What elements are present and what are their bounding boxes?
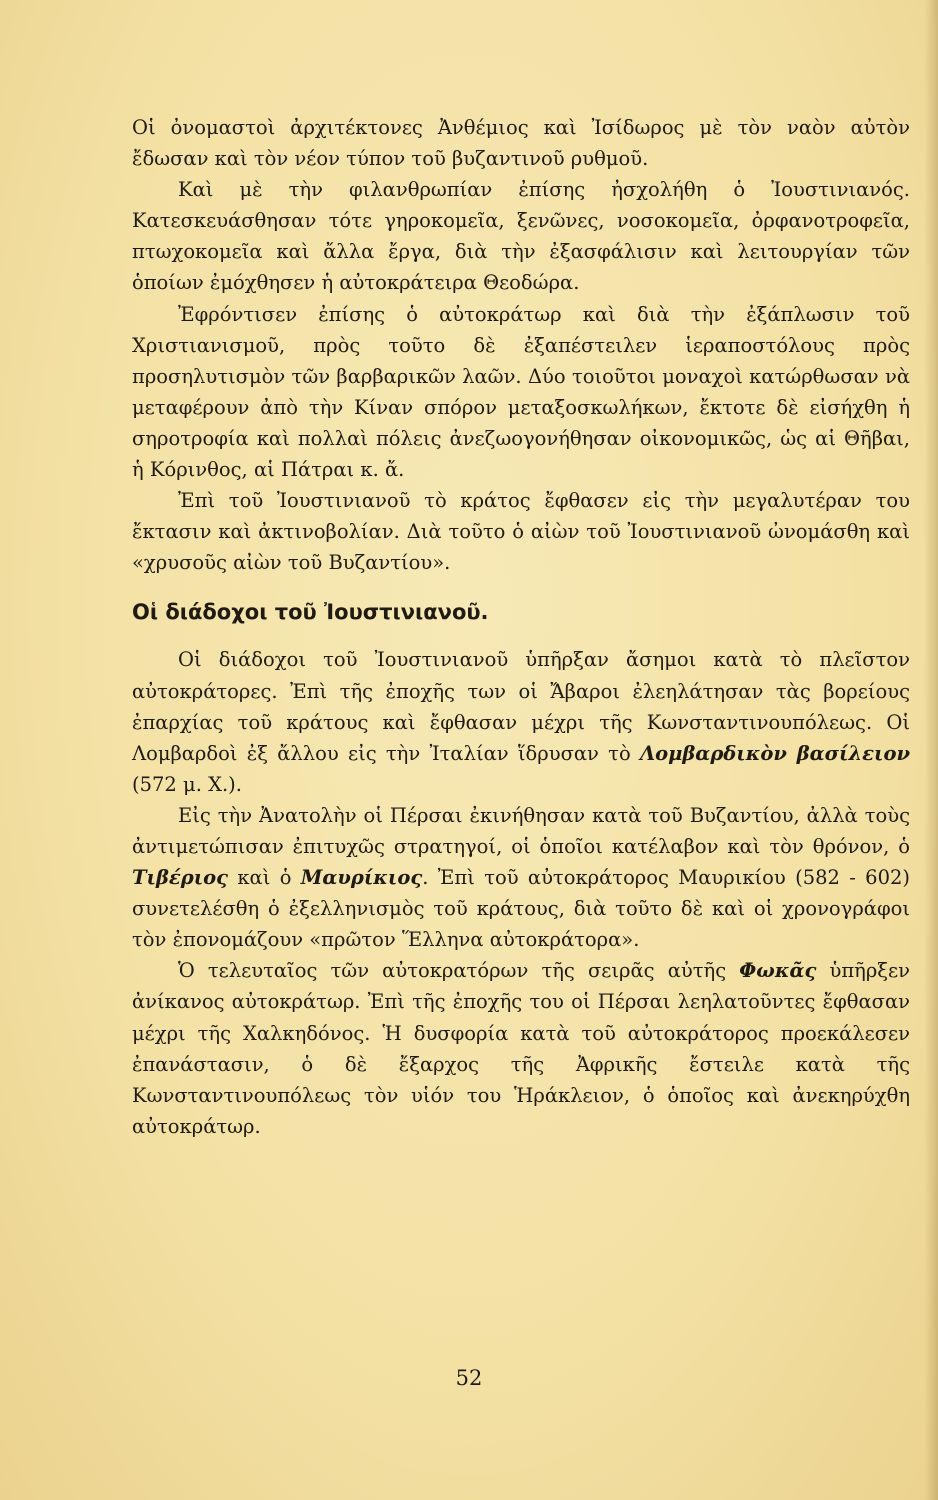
section-successors [132,644,910,1142]
page-edge-shadow [924,0,938,1500]
paragraph-text: Ἐφρόντισεν ἐπίσης ὁ αὐτοκράτωρ καὶ διὰ τὴν ἐξάπλωσιν τοῦ Χριστιανισμοῦ, πρὸς τοῦτο δὲ ἐξαπέστειλεν ἱεραποστόλους πρὸς προσηλυτισμὸν τῶν βαρβαρικῶν λαῶν. Δύο τοιοῦτοι μοναχοὶ κατώρθωσαν νὰ μεταφέρουν ἀπὸ τὴν Κίναν σπόρον μεταξοσκωλήκων, ἔκτοτε δὲ εἰσήχθη ἡ σηροτροφία καὶ πολλαὶ πόλεις ἀνεζωογονήθησαν οἰκονομικῶς, ὡς αἱ Θῆβαι, ἡ Κόρινθος, αἱ Πάτραι κ. ἄ. [132,302,910,482]
emphasized-term: Λομβαρδικὸν βασίλειον [639,741,910,765]
paragraph-text: . Ἐπὶ τοῦ αὐτοκράτορος Μαυρικίου (582 - 602) συνετελέσθη ὁ ἐξελληνισμὸς τοῦ κράτους, διὰ τοῦτο δὲ καὶ οἱ χρονογράφοι τὸν ἐπονομάζουν «πρῶτον Ἕλληνα αὐτοκράτορα». [132,866,911,952]
paragraph [132,800,910,955]
paragraph-text: Εἰς τὴν Ἀνατολὴν οἱ Πέρσαι ἐκινήθησαν κατὰ τοῦ Βυζαντίου, ἀλλὰ τοὺς ἀντιμετώπισαν ἐπιτυχῶς στρατηγοί, οἱ ὁποῖοι κατέλαβον καὶ τὸν θρόνον, ὁ [132,803,910,858]
paragraph-text: Οἱ διάδοχοι τοῦ Ἰουστινιανοῦ ὑπῆρξαν ἄσημοι κατὰ τὸ πλεῖστον αὐτοκράτορες. Ἐπὶ τῆς ἐποχῆς των οἱ Ἄβαροι ἐλεηλάτησαν τὰς βορείους ἐπαρχίας τοῦ κράτους καὶ ἔφθασαν μέχρι τῆς Κωνσταντινουπόλεως. Οἱ Λομβαρδοὶ ἐξ ἄλλου εἰς τὴν Ἰταλίαν ἵδρυσαν τὸ [132,648,910,765]
paragraph-text: καὶ ὁ [228,866,301,890]
paragraph-text: Οἱ ὀνομαστοὶ ἀρχιτέκτονες Ἀνθέμιος καὶ Ἰσίδωρος μὲ τὸν ναὸν αὐτὸν ἔδωσαν καὶ τὸν νέον τύπον τοῦ βυζαντινοῦ ρυθμοῦ. [132,116,910,171]
paragraph-text: Ὁ τελευταῖος τῶν αὐτοκρατόρων τῆς σειρᾶς αὐτῆς [178,959,740,983]
page-number: 52 [455,1366,483,1390]
paragraph-text: ὑπῆρξεν ἀνίκανος αὐτοκράτωρ. Ἐπὶ τῆς ἐποχῆς του οἱ Πέρσαι λεηλατοῦντες ἔφθασαν μέχρι τῆς Χαλκηδόνος. Ἡ δυσφορία κατὰ τοῦ αὐτοκράτορος προεκάλεσεν ἐπανάστασιν, ὁ δὲ ἔξαρχος τῆς Ἀφρικῆς ἔστειλε κατὰ τῆς Κωνσταντινουπόλεως τὸν υἱόν του Ἡράκλειον, ὁ ὁποῖος καὶ ἀνεκηρύχθη αὐτοκράτωρ. [132,959,910,1138]
emphasized-term: Τιβέριος [132,866,229,890]
paragraph [132,174,910,298]
paragraph-text: Καὶ μὲ τὴν φιλανθρωπίαν ἐπίσης ἠσχολήθη ὁ Ἰουστινιανός. Κατεσκευάσθησαν τότε γηροκομεῖα, ξενῶνες, νοσοκομεῖα, ὀρφανοτροφεῖα, πτωχοκομεῖα καὶ ἄλλα ἔργα, διὰ τὴν ἐξασφάλισιν καὶ λειτουργίαν τῶν ὁποίων ἐμόχθησεν ἡ αὐτοκράτειρα Θεοδώρα. [132,178,910,295]
body-text [132,112,910,1142]
paragraph [132,955,910,1142]
paragraph-text: Ἐπὶ τοῦ Ἰουστινιανοῦ τὸ κράτος ἔφθασεν εἰς τὴν μεγαλυτέραν του ἔκτασιν καὶ ἀκτινοβολίαν. Διὰ τοῦτο ὁ αἰὼν τοῦ Ἰουστινιανοῦ ὠνομάσθη καὶ «χρυσοῦς αἰὼν τοῦ Βυζαντίου». [132,489,910,575]
emphasized-term: Μαυρίκιος [300,866,423,890]
section-heading: Οἱ διάδοχοι τοῦ Ἰουστινιανοῦ. [132,600,489,625]
emphasized-term: Φωκᾶς [739,959,817,983]
paragraph [132,299,910,486]
paragraph-text: (572 μ. Χ.). [132,772,242,796]
paragraph [132,485,910,578]
paragraph [132,644,910,799]
section-justinian [132,112,910,578]
paragraph [132,112,910,174]
